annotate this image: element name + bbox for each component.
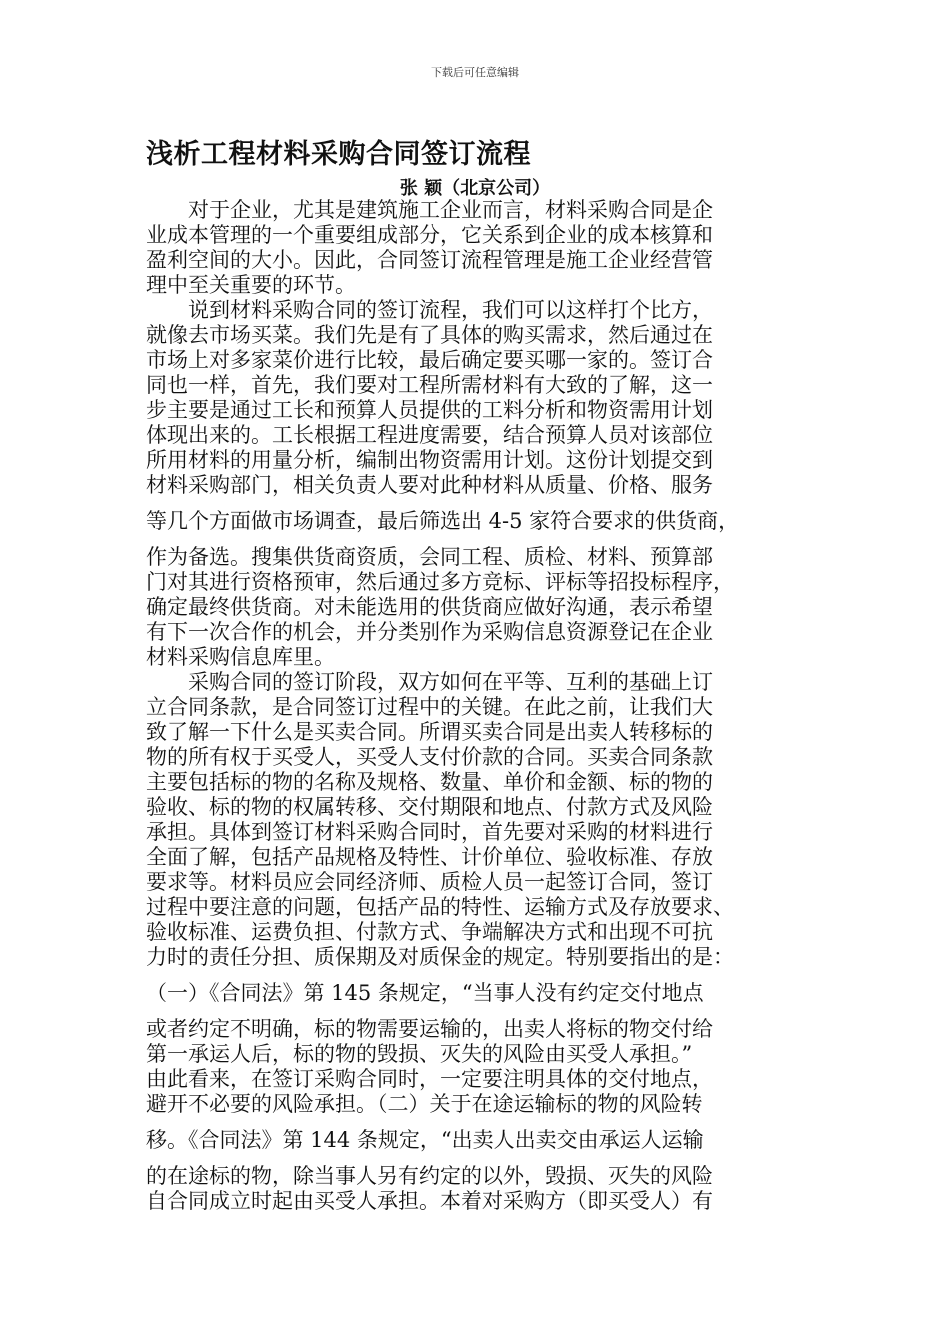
body-line: 验收标准、运费负担、付款方式、争端解决方式和出现不可抗	[146, 920, 713, 944]
body-line: 材料采购部门，相关负责人要对此种材料从质量、价格、服务	[146, 473, 713, 497]
body-line: 的在途标的物，除当事人另有约定的以外，毁损、灭失的风险	[146, 1164, 713, 1188]
body-line: 由此看来，在签订采购合同时，一定要注明具体的交付地点，	[146, 1067, 713, 1091]
body-line: （一）《合同法》第 145 条规定，“当事人没有约定交付地点	[146, 981, 704, 1005]
article-title: 浅析工程材料采购合同签订流程	[146, 139, 531, 170]
body-line: 物的所有权于买受人，买受人支付价款的合同。买卖合同条款	[146, 745, 713, 769]
body-line: 力时的责任分担、质保期及对质保金的规定。特别要指出的是：	[146, 945, 734, 969]
body-line: 同也一样，首先，我们要对工程所需材料有大致的了解，这一	[146, 373, 713, 397]
body-line: 说到材料采购合同的签订流程，我们可以这样打个比方，	[146, 298, 713, 322]
page-header-note: 下载后可任意编辑	[431, 66, 519, 79]
body-line: 自合同成立时起由买受人承担。本着对采购方（即买受人）有	[146, 1189, 713, 1213]
body-line: 确定最终供货商。对未能选用的供货商应做好沟通，表示希望	[146, 595, 713, 619]
body-line: 移。《合同法》第 144 条规定，“出卖人出卖交由承运人运输	[146, 1128, 704, 1152]
body-line: 承担。具体到签订材料采购合同时，首先要对采购的材料进行	[146, 820, 713, 844]
body-line: 作为备选。搜集供货商资质，会同工程、质检、材料、预算部	[146, 545, 713, 569]
body-line: 过程中要注意的问题，包括产品的特性、运输方式及存放要求、	[146, 895, 734, 919]
body-line: 有下一次合作的机会，并分类别作为采购信息资源登记在企业	[146, 620, 713, 644]
article-body	[146, 198, 826, 1214]
body-line: 材料采购信息库里。	[146, 645, 335, 669]
body-line: 验收、标的物的权属转移、交付期限和地点、付款方式及风险	[146, 795, 713, 819]
body-line: 全面了解，包括产品规格及特性、计价单位、验收标准、存放	[146, 845, 713, 869]
body-line: 所用材料的用量分析，编制出物资需用计划。这份计划提交到	[146, 448, 713, 472]
body-line: 要求等。材料员应会同经济师、质检人员一起签订合同，签订	[146, 870, 713, 894]
body-line: 立合同条款，是合同签订过程中的关键。在此之前，让我们大	[146, 695, 713, 719]
body-line: 体现出来的。工长根据工程进度需要，结合预算人员对该部位	[146, 423, 713, 447]
body-line: 步主要是通过工长和预算人员提供的工料分析和物资需用计划	[146, 398, 713, 422]
body-line: 或者约定不明确，标的物需要运输的，出卖人将标的物交付给	[146, 1017, 713, 1041]
body-line: 盈利空间的大小。因此，合同签订流程管理是施工企业经营管	[146, 248, 713, 272]
body-line: 门对其进行资格预审，然后通过多方竞标、评标等招投标程序，	[146, 570, 734, 594]
body-line: 市场上对多家菜价进行比较，最后确定要买哪一家的。签订合	[146, 348, 713, 372]
body-line: 致了解一下什么是买卖合同。所谓买卖合同是出卖人转移标的	[146, 720, 713, 744]
body-line: 理中至关重要的环节。	[146, 273, 356, 297]
body-line: 就像去市场买菜。我们先是有了具体的购买需求，然后通过在	[146, 323, 713, 347]
body-line: 主要包括标的物的名称及规格、数量、单价和金额、标的物的	[146, 770, 713, 794]
body-line: 对于企业，尤其是建筑施工企业而言，材料采购合同是企	[146, 198, 713, 222]
body-line: 避开不必要的风险承担。（二）关于在途运输标的物的风险转	[146, 1092, 703, 1116]
body-line: 采购合同的签订阶段，双方如何在平等、互利的基础上订	[146, 670, 713, 694]
body-line: 第一承运人后，标的物的毁损、灭失的风险由买受人承担。”	[146, 1042, 693, 1066]
article-author: 张 颖（北京公司）	[399, 178, 551, 199]
body-line: 业成本管理的一个重要组成部分，它关系到企业的成本核算和	[146, 223, 713, 247]
body-line: 等几个方面做市场调查，最后筛选出 4-5 家符合要求的供货商，	[146, 509, 740, 533]
